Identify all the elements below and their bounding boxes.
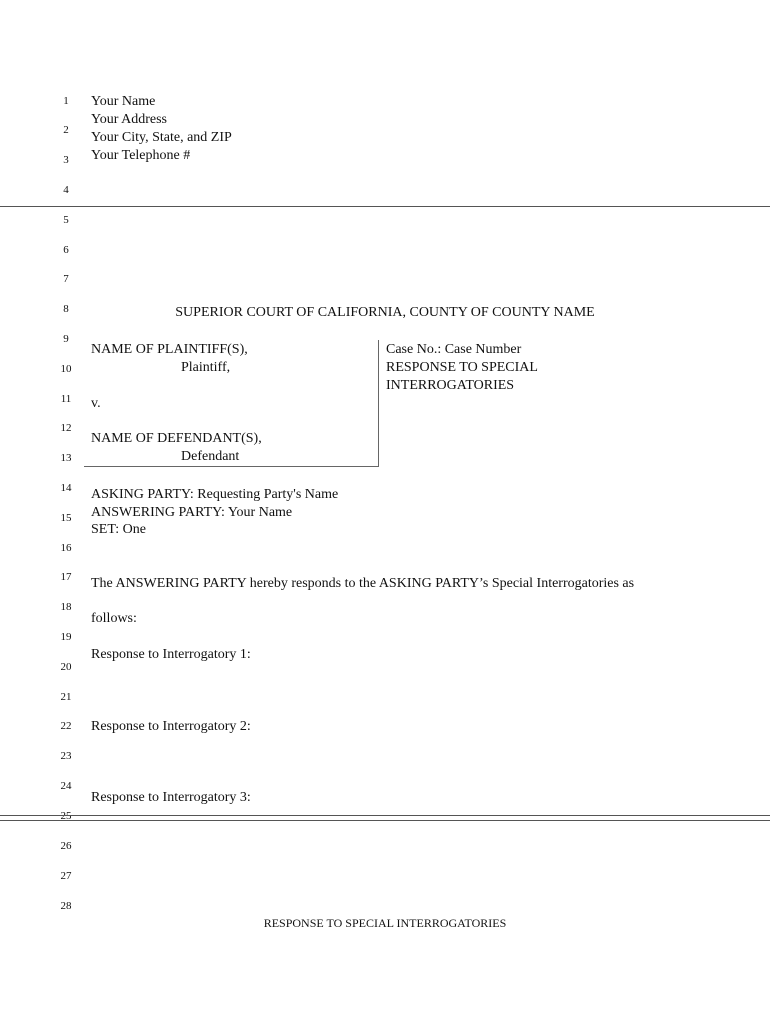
intro-text-line1: The ANSWERING PARTY hereby responds to the ASKING PARTY’s Special Interrogatories as bbox=[91, 576, 635, 591]
page-footer: RESPONSE TO SPECIAL INTERROGATORIES bbox=[263, 916, 507, 930]
line-number: 3 bbox=[63, 154, 69, 166]
filer-city: Your City, State, and ZIP bbox=[91, 130, 232, 145]
line-number: 12 bbox=[60, 422, 72, 434]
intro-text-line2: follows: bbox=[91, 611, 137, 626]
line-number: 15 bbox=[60, 512, 72, 524]
line-number: 9 bbox=[63, 333, 69, 345]
answering-party: ANSWERING PARTY: Your Name bbox=[91, 505, 293, 520]
document-title-line1: RESPONSE TO SPECIAL bbox=[386, 360, 538, 375]
case-number: Case No.: Case Number bbox=[386, 342, 522, 357]
response-heading: Response to Interrogatory 3: bbox=[91, 790, 251, 805]
line-number: 17 bbox=[60, 571, 72, 583]
set-number: SET: One bbox=[91, 522, 146, 537]
line-number: 18 bbox=[60, 601, 72, 613]
defendant-role: Defendant bbox=[181, 449, 240, 464]
line-number: 16 bbox=[60, 542, 72, 554]
line-number: 11 bbox=[60, 393, 72, 405]
line-number: 21 bbox=[60, 691, 72, 703]
footer-divider-bottom bbox=[0, 820, 770, 821]
response-heading: Response to Interrogatory 1: bbox=[91, 647, 251, 662]
filer-telephone: Your Telephone # bbox=[91, 148, 191, 163]
caption-box bbox=[84, 340, 379, 467]
plaintiff-role: Plaintiff, bbox=[181, 360, 231, 375]
filer-address: Your Address bbox=[91, 112, 167, 127]
response-heading: Response to Interrogatory 2: bbox=[91, 719, 251, 734]
court-title: SUPERIOR COURT OF CALIFORNIA, COUNTY OF COUNTY NAME bbox=[175, 305, 595, 320]
line-number: 13 bbox=[60, 452, 72, 464]
plaintiff-name: NAME OF PLAINTIFF(S), bbox=[91, 342, 248, 357]
line-number: 26 bbox=[60, 840, 72, 852]
line-number: 2 bbox=[63, 124, 69, 136]
line-number: 4 bbox=[63, 184, 69, 196]
asking-party: ASKING PARTY: Requesting Party's Name bbox=[91, 487, 339, 502]
line-number: 23 bbox=[60, 750, 72, 762]
line-number: 1 bbox=[63, 95, 69, 107]
footer-divider-top bbox=[0, 815, 770, 816]
line-number: 10 bbox=[60, 363, 72, 375]
defendant-name: NAME OF DEFENDANT(S), bbox=[91, 431, 262, 446]
line-number: 20 bbox=[60, 661, 72, 673]
line-number: 6 bbox=[63, 244, 69, 256]
line-number: 28 bbox=[60, 900, 72, 912]
line-number: 27 bbox=[60, 870, 72, 882]
filer-name: Your Name bbox=[91, 94, 156, 109]
line-number: 8 bbox=[63, 303, 69, 315]
line-number: 14 bbox=[60, 482, 72, 494]
line-number: 19 bbox=[60, 631, 72, 643]
line-number: 22 bbox=[60, 720, 72, 732]
header-divider bbox=[0, 206, 770, 207]
line-number: 7 bbox=[63, 273, 69, 285]
versus: v. bbox=[91, 396, 101, 411]
line-number: 25 bbox=[60, 810, 72, 822]
line-number: 5 bbox=[63, 214, 69, 226]
line-number: 24 bbox=[60, 780, 72, 792]
document-title-line2: INTERROGATORIES bbox=[386, 378, 515, 393]
